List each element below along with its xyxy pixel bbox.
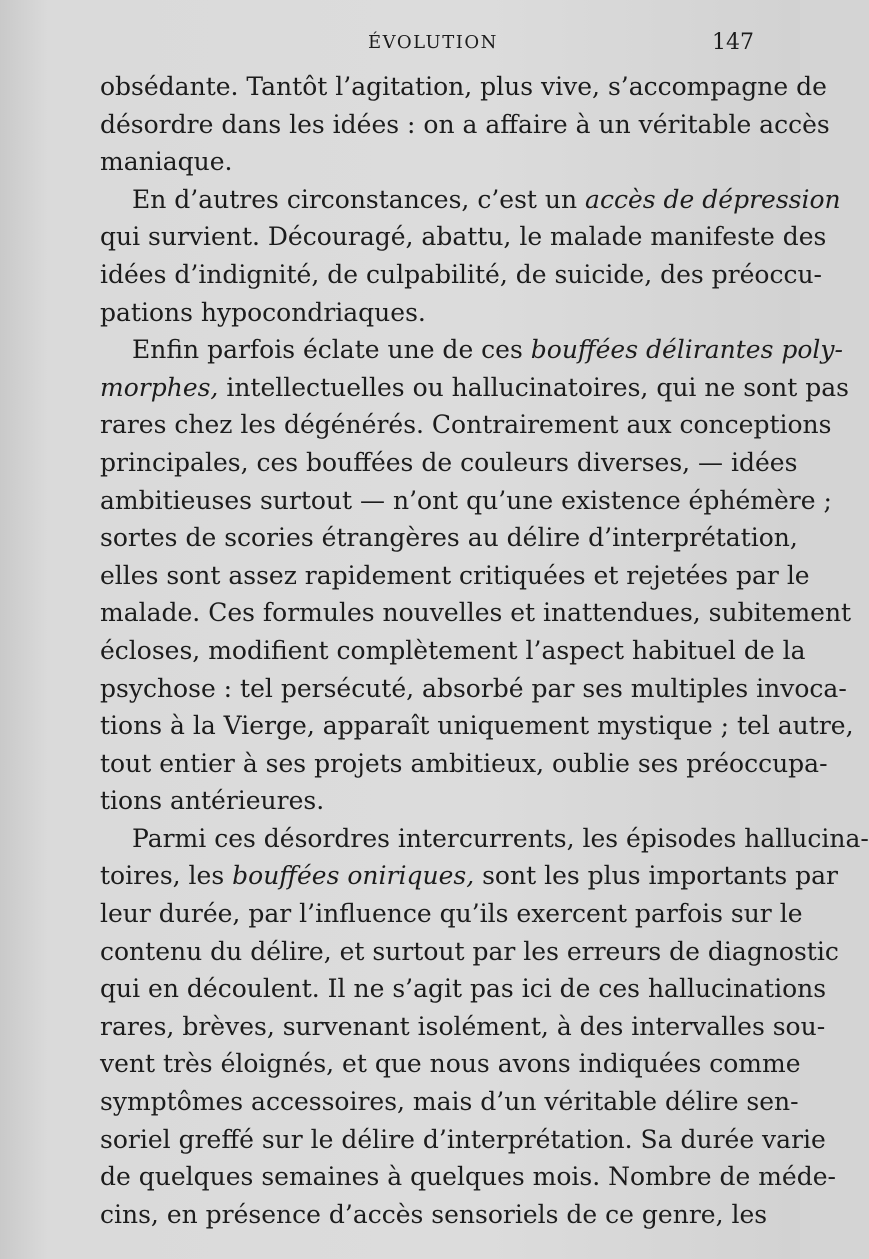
text-line — [100, 1008, 826, 1046]
italic-text: bouffées oniriques, — [232, 861, 475, 891]
text-segment: elles sont assez rapidement critiquées et rejetées par le — [100, 560, 810, 590]
text-segment: intellectuelles ou hallucinatoires, qui ne sont pas — [218, 372, 849, 402]
text-segment: symptômes accessoires, mais d’un véritable délire sen- — [100, 1087, 799, 1117]
text-segment: de quelques semaines à quelques mois. Nombre de méde- — [100, 1162, 836, 1192]
text-segment: leur durée, par l’influence qu’ils exercent parfois sur le — [100, 899, 803, 929]
text-segment: rares, brèves, survenant isolément, à des intervalles sou- — [100, 1011, 826, 1041]
text-line — [100, 1121, 826, 1159]
text-line — [100, 632, 806, 670]
text-segment: psychose : tel persécuté, absorbé par ses multiples invoca- — [100, 673, 847, 703]
text-line — [100, 557, 810, 595]
text-line — [100, 369, 849, 407]
text-segment: qui en découlent. Il ne s’agit pas ici de ces hallucinations — [100, 974, 827, 1004]
text-segment: qui survient. Découragé, abattu, le malade manifeste des — [100, 222, 827, 252]
text-segment: tions antérieures. — [100, 786, 325, 816]
text-line — [100, 970, 827, 1008]
text-line — [100, 256, 823, 294]
page-number: 147 — [712, 30, 754, 55]
page-header — [0, 30, 800, 60]
text-line — [100, 482, 832, 520]
text-line — [100, 745, 828, 783]
text-line — [100, 143, 760, 181]
text-line — [100, 782, 760, 820]
running-title: ÉVOLUTION — [368, 32, 498, 53]
body-text — [100, 68, 869, 1233]
text-segment: sont les plus importants par — [474, 861, 838, 891]
text-segment: vent très éloignés, et que nous avons indiquées comme — [100, 1049, 801, 1079]
text-line — [100, 331, 843, 369]
text-line — [100, 519, 798, 557]
text-segment: rares chez les dégénérés. Contrairement aux conceptions — [100, 410, 832, 440]
text-line — [100, 294, 760, 332]
text-segment: tout entier à ses projets ambitieux, oublie ses préoccupa- — [100, 748, 828, 778]
text-segment: contenu du délire, et surtout par les erreurs de diagnostic — [100, 936, 839, 966]
text-line — [100, 820, 869, 858]
text-segment: En d’autres circonstances, c’est un — [132, 184, 586, 214]
text-segment: maniaque. — [100, 147, 233, 177]
text-line — [100, 1158, 836, 1196]
text-line — [100, 594, 852, 632]
italic-text: morphes, — [100, 372, 219, 402]
italic-text: accès de dépression — [585, 184, 841, 214]
text-line — [100, 68, 827, 106]
text-line — [100, 106, 830, 144]
text-line — [100, 218, 827, 256]
text-line — [100, 857, 838, 895]
text-segment: désordre dans les idées : on a affaire à un véritable accès — [100, 109, 830, 139]
text-segment: sortes de scories étrangères au délire d’interprétation, — [100, 523, 798, 553]
text-segment: tions à la Vierge, apparaît uniquement mystique ; tel autre, — [100, 711, 854, 741]
text-segment: principales, ces bouffées de couleurs diverses, — idées — [100, 447, 798, 477]
text-segment: cins, en présence d’accès sensoriels de ce genre, les — [100, 1199, 768, 1229]
text-line — [100, 933, 839, 971]
text-line — [100, 895, 803, 933]
text-segment: écloses, modifient complètement l’aspect habituel de la — [100, 635, 806, 665]
text-segment: ambitieuses surtout — n’ont qu’une existence éphémère ; — [100, 485, 832, 515]
text-segment: pations hypocondriaques. — [100, 297, 426, 327]
text-line — [100, 1196, 768, 1234]
text-line — [100, 670, 847, 708]
text-segment: Enfin parfois éclate une de ces — [132, 335, 531, 365]
text-line — [100, 1083, 799, 1121]
text-segment: obsédante. Tantôt l’agitation, plus vive, s’accompagne de — [100, 72, 827, 101]
text-line — [100, 406, 832, 444]
text-segment: toires, les — [100, 861, 233, 891]
text-line — [100, 707, 854, 745]
italic-text: bouffées délirantes poly- — [530, 335, 843, 365]
text-segment: soriel greffé sur le délire d’interprétation. Sa durée varie — [100, 1124, 826, 1154]
text-line — [100, 444, 798, 482]
text-segment: idées d’indignité, de culpabilité, de suicide, des préoccu- — [100, 259, 823, 289]
text-line — [100, 181, 841, 219]
text-segment: Parmi ces désordres intercurrents, les épisodes hallucina- — [132, 823, 869, 853]
text-segment: malade. Ces formules nouvelles et inattendues, subitement — [100, 598, 852, 628]
text-line — [100, 1045, 801, 1083]
